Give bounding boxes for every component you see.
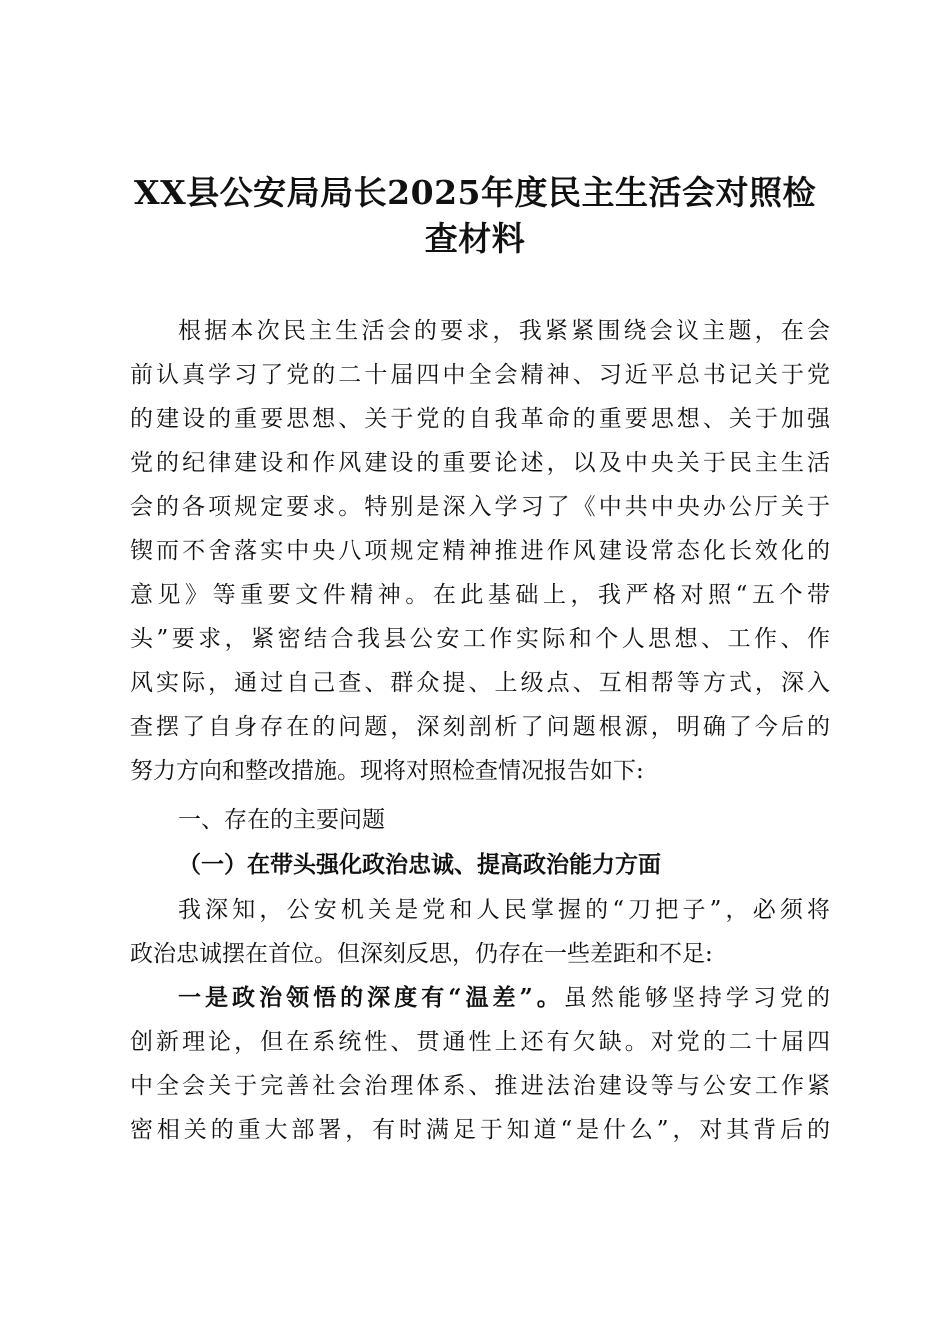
document-title-line-1: XX县公安局局长2025年度民主生活会对照检 — [133, 173, 817, 212]
intro-line-10: 查摆了自身存在的问题，深刻剖析了问题根源，明确了今后的 — [130, 714, 830, 740]
para3-first-rest: 虽然能够坚持学习党的 — [563, 985, 830, 1011]
intro-line-5: 会的各项规定要求。特别是深入学习了《中共中央办公厅关于 — [130, 494, 830, 520]
intro-line-11: 努力方向和整改措施。现将对照检查情况报告如下: — [130, 758, 644, 784]
intro-line-3: 的建设的重要思想、关于党的自我革命的重要思想、关于加强 — [130, 406, 830, 432]
para2-line-1: 我深知，公安机关是党和人民掌握的“刀把子”，必须将 — [178, 897, 830, 923]
para3-line-2: 创新理论，但在系统性、贯通性上还有欠缺。对党的二十届四 — [130, 1029, 830, 1055]
intro-line-1: 根据本次民主生活会的要求，我紧紧围绕会议主题，在会 — [178, 318, 830, 344]
subsection-heading-political-loyalty: （一）在带头强化政治忠诚、提高政治能力方面 — [178, 851, 661, 878]
para3-bold-lead: 一是政治领悟的深度有“温差”。 — [178, 984, 564, 1011]
para3-line-3: 中全会关于完善社会治理体系、推进法治建设等与公安工作紧 — [130, 1073, 830, 1099]
section-heading-problems: 一、存在的主要问题 — [178, 807, 385, 833]
document-title-line-2: 查材料 — [424, 219, 526, 258]
para3-line-4: 密相关的重大部署，有时满足于知道“是什么”，对其背后的 — [130, 1117, 830, 1143]
intro-line-9: 风实际，通过自己查、群众提、上级点、互相帮等方式，深入 — [130, 670, 830, 696]
para3-line-1 — [178, 976, 830, 1020]
intro-line-2: 前认真学习了党的二十届四中全会精神、习近平总书记关于党 — [130, 362, 830, 388]
intro-line-6: 锲而不舍落实中央八项规定精神推进作风建设常态化长效化的 — [130, 538, 830, 564]
para2-line-2: 政治忠诚摆在首位。但深刻反思，仍存在一些差距和不足: — [130, 941, 713, 967]
intro-line-4: 党的纪律建设和作风建设的重要论述，以及中央关于民主生活 — [130, 450, 830, 476]
intro-line-7: 意见》等重要文件精神。在此基础上，我严格对照“五个带 — [130, 582, 830, 608]
intro-line-8: 头”要求，紧密结合我县公安工作实际和个人思想、工作、作 — [130, 626, 830, 652]
